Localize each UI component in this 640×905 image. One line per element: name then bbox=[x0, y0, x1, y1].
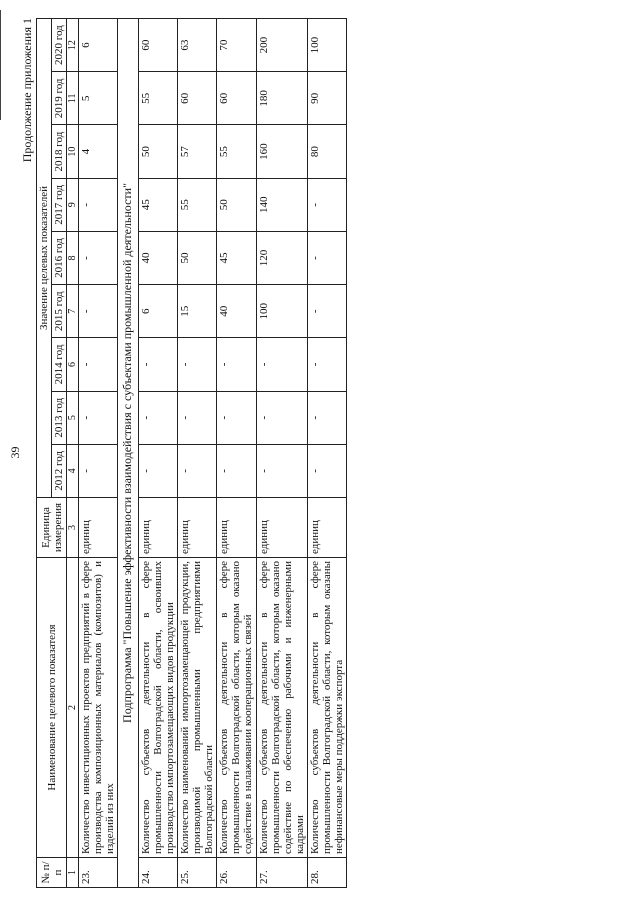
row-num: 27. bbox=[256, 858, 307, 888]
row-value: - bbox=[217, 338, 256, 391]
row-value: 100 bbox=[307, 19, 346, 72]
row-value: 180 bbox=[256, 72, 307, 125]
row-name: Количество субъектов деятельности в сфере промышленности Волгоградской области, которым оказаны нефинансовые меры поддержки экспорта bbox=[307, 558, 346, 858]
row-value: 50 bbox=[177, 231, 216, 284]
row-value: 55 bbox=[177, 178, 216, 231]
row-value: 57 bbox=[177, 125, 216, 178]
header-year: 2018 год bbox=[52, 125, 67, 178]
header-year: 2016 год bbox=[52, 231, 67, 284]
row-value: - bbox=[138, 391, 177, 444]
row-value: 55 bbox=[138, 72, 177, 125]
column-index: 3 bbox=[67, 498, 79, 558]
row-value: 63 bbox=[177, 19, 216, 72]
table-row bbox=[79, 19, 118, 888]
header-year: 2014 год bbox=[52, 338, 67, 391]
row-value: - bbox=[307, 444, 346, 497]
row-value: 160 bbox=[256, 125, 307, 178]
row-value: 40 bbox=[217, 285, 256, 338]
table-row bbox=[177, 19, 216, 888]
row-unit: единиц bbox=[307, 498, 346, 558]
row-value: 50 bbox=[217, 178, 256, 231]
row-value: - bbox=[217, 444, 256, 497]
row-value: 140 bbox=[256, 178, 307, 231]
header-name: Наименование целевого показателя bbox=[37, 558, 67, 858]
column-index: 4 bbox=[67, 444, 79, 497]
table-row bbox=[307, 19, 346, 888]
row-value: 6 bbox=[138, 285, 177, 338]
column-index-row bbox=[67, 19, 79, 888]
row-value: - bbox=[256, 444, 307, 497]
row-value: 6 bbox=[79, 19, 118, 72]
table-row bbox=[217, 19, 256, 888]
page-number: 39 bbox=[8, 446, 22, 459]
row-value: - bbox=[256, 391, 307, 444]
row-num: 26. bbox=[217, 858, 256, 888]
row-value: 80 bbox=[307, 125, 346, 178]
table-row bbox=[138, 19, 177, 888]
row-value: 50 bbox=[138, 125, 177, 178]
row-unit: единиц bbox=[79, 498, 118, 558]
header-unit: Единица измерения bbox=[37, 498, 67, 558]
row-value: - bbox=[79, 338, 118, 391]
row-value: - bbox=[79, 285, 118, 338]
row-unit: единиц bbox=[177, 498, 216, 558]
row-value: - bbox=[138, 338, 177, 391]
indicator-table bbox=[36, 18, 347, 888]
column-index: 2 bbox=[67, 558, 79, 858]
row-value: 90 bbox=[307, 72, 346, 125]
row-num: 28. bbox=[307, 858, 346, 888]
row-name: Количество субъектов деятельности в сфере промышленности Волгоградской области, которым оказано содействие в налаживании кооперационных связей bbox=[217, 558, 256, 858]
row-value: 5 bbox=[79, 72, 118, 125]
row-value: 4 bbox=[79, 125, 118, 178]
row-value: - bbox=[307, 285, 346, 338]
row-value: 45 bbox=[217, 231, 256, 284]
subprogram-title: Подпрограмма "Повышение эффективности взаимодействия с субъектами промышленной деятельности" bbox=[118, 19, 138, 888]
header-year: 2013 год bbox=[52, 391, 67, 444]
header-year: 2019 год bbox=[52, 72, 67, 125]
row-value: - bbox=[177, 444, 216, 497]
row-value: 55 bbox=[217, 125, 256, 178]
column-index: 6 bbox=[67, 338, 79, 391]
row-value: 100 bbox=[256, 285, 307, 338]
row-unit: единиц bbox=[217, 498, 256, 558]
column-index: 11 bbox=[67, 72, 79, 125]
row-value: - bbox=[307, 391, 346, 444]
header-num: № п/п bbox=[37, 858, 67, 888]
column-index: 12 bbox=[67, 19, 79, 72]
row-value: - bbox=[79, 231, 118, 284]
row-value: 40 bbox=[138, 231, 177, 284]
row-value: - bbox=[307, 231, 346, 284]
row-unit: единиц bbox=[256, 498, 307, 558]
column-index: 1 bbox=[67, 858, 79, 888]
row-value: 60 bbox=[217, 72, 256, 125]
row-value: 15 bbox=[177, 285, 216, 338]
row-name: Количество инвестиционных проектов предприятий в сфере производства композиционных материалов (композитов) и изделий из них bbox=[79, 558, 118, 858]
row-value: - bbox=[177, 391, 216, 444]
column-index: 5 bbox=[67, 391, 79, 444]
row-value: 60 bbox=[177, 72, 216, 125]
table-row bbox=[256, 19, 307, 888]
row-name: Количество наименований импортозамещающей продукции, производимой промышленными предприятиями Волгоградской области bbox=[177, 558, 216, 858]
column-index: 7 bbox=[67, 285, 79, 338]
header-year: 2017 год bbox=[52, 178, 67, 231]
header-year: 2012 год bbox=[52, 444, 67, 497]
row-value: - bbox=[177, 338, 216, 391]
row-num: 25. bbox=[177, 858, 216, 888]
row-value: - bbox=[79, 444, 118, 497]
row-value: - bbox=[307, 338, 346, 391]
header-values-group: Значение целевых показателей bbox=[37, 19, 52, 498]
row-num: 24. bbox=[138, 858, 177, 888]
row-unit: единиц bbox=[138, 498, 177, 558]
row-value: - bbox=[217, 391, 256, 444]
column-index: 8 bbox=[67, 231, 79, 284]
continuation-label: Продолжение приложения 1 bbox=[20, 18, 34, 163]
row-value: 60 bbox=[138, 19, 177, 72]
row-value: 45 bbox=[138, 178, 177, 231]
subprogram-row bbox=[118, 19, 138, 888]
row-num: 23. bbox=[79, 858, 118, 888]
header-year: 2015 год bbox=[52, 285, 67, 338]
header-year: 2020 год bbox=[52, 19, 67, 72]
row-name: Количество субъектов деятельности в сфере промышленности Волгоградской области, которым оказано содействие по обеспечению рабочими и инженерными кадрами bbox=[256, 558, 307, 858]
row-value: 70 bbox=[217, 19, 256, 72]
row-value: - bbox=[79, 178, 118, 231]
top-rule bbox=[0, 10, 1, 120]
row-value: - bbox=[307, 178, 346, 231]
row-value: 120 bbox=[256, 231, 307, 284]
row-value: - bbox=[138, 444, 177, 497]
row-value: 200 bbox=[256, 19, 307, 72]
header-row bbox=[37, 19, 52, 888]
row-value: - bbox=[79, 391, 118, 444]
row-value: - bbox=[256, 338, 307, 391]
column-index: 9 bbox=[67, 178, 79, 231]
row-name: Количество субъектов деятельности в сфере промышленности Волгоградской области, освоивших производство импортозамещающих видов продукции bbox=[138, 558, 177, 858]
column-index: 10 bbox=[67, 125, 79, 178]
